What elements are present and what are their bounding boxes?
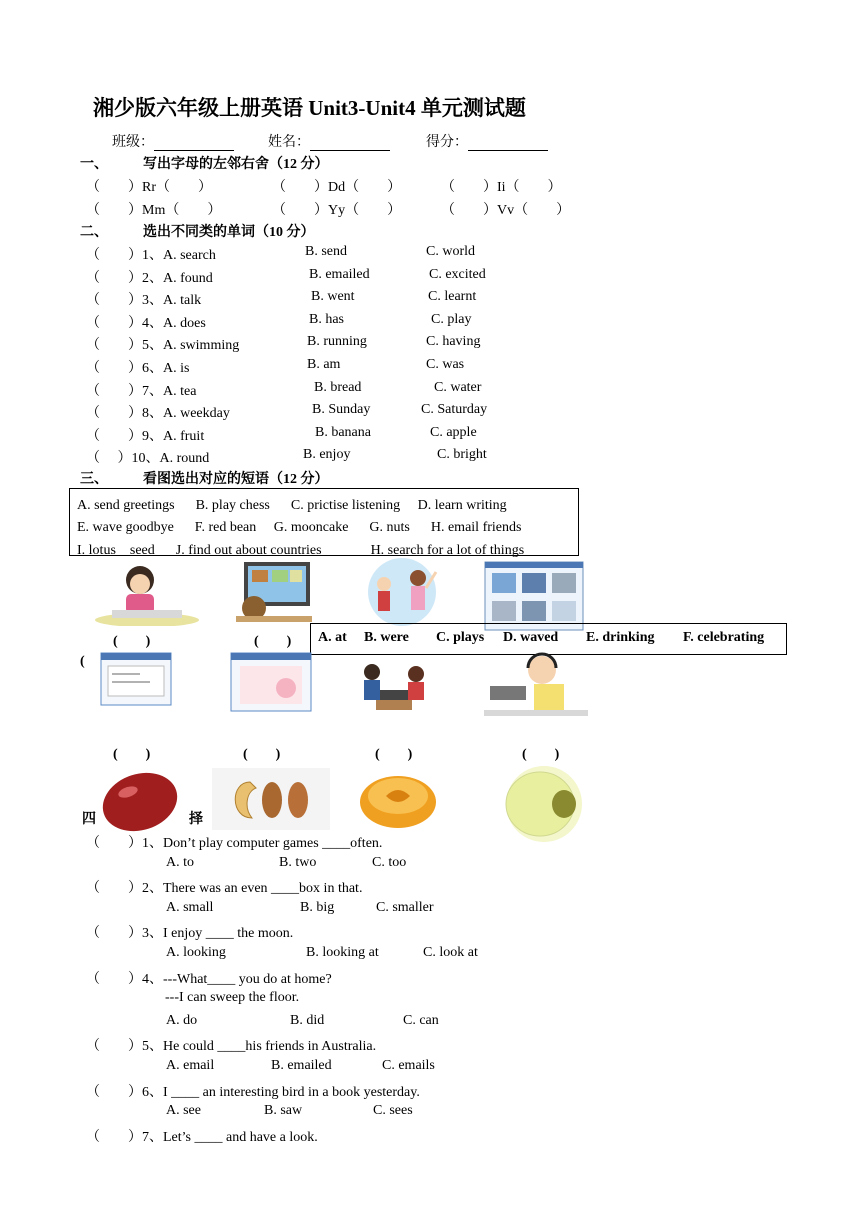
phrase-line-3: I. lotus seed J. find out about countries H. search for a lot of things xyxy=(77,543,525,558)
s2-item-5-c: C. having xyxy=(426,334,481,350)
word-bank-e: E. drinking xyxy=(586,630,655,645)
s4-q6-option-c[interactable]: C. sees xyxy=(373,1103,413,1119)
s2-item-3-c: C. learnt xyxy=(428,289,477,305)
s4-q2-option-c[interactable]: C. smaller xyxy=(376,899,434,915)
word-bank-b: B. were xyxy=(364,630,409,645)
s4-q5-option-a[interactable]: A. email xyxy=(166,1058,215,1073)
s4-q4-option-c[interactable]: C. can xyxy=(403,1012,439,1028)
s2-item-3-b: B. went xyxy=(311,289,355,305)
s1-title: 写出字母的左邻右舍（12 分） xyxy=(143,157,329,172)
name-field xyxy=(268,131,390,151)
class-blank[interactable] xyxy=(154,136,234,151)
s1-r1-c1: （ ）Rr（ ） xyxy=(86,180,212,195)
s2-item-9-b: B. banana xyxy=(315,424,371,440)
answer-paren-4[interactable]: ( ) xyxy=(243,747,281,762)
s4-q6-option-a[interactable]: A. see xyxy=(166,1103,201,1119)
s2-item-1-b: B. send xyxy=(305,244,347,259)
s2-item-3-n: （ ）3、A. talk xyxy=(86,293,202,309)
red-bean-picture xyxy=(98,770,182,834)
page-title: 湘少版六年级上册英语 Unit3-Unit4 单元测试题 xyxy=(93,96,526,120)
girl-writing-picture xyxy=(92,560,202,626)
s2-item-1-n: （ ）1、A. search xyxy=(86,248,216,263)
s3-title: 看图选出对应的短语（12 分） xyxy=(143,472,329,487)
practise-listening-picture xyxy=(484,646,588,722)
word-bank-f: F. celebrating xyxy=(683,630,765,645)
nuts-picture xyxy=(212,768,330,830)
s2-item-5-b: B. running xyxy=(307,334,367,350)
answer-paren-3[interactable]: ( ) xyxy=(113,747,151,762)
s4-q1-option-a[interactable]: A. to xyxy=(166,854,194,870)
s4-q5-option-b[interactable]: B. emailed xyxy=(271,1058,332,1073)
s2-item-4-c: C. play xyxy=(431,311,472,327)
s2-item-2-c: C. excited xyxy=(429,266,486,282)
answer-paren-5[interactable]: ( ) xyxy=(375,747,413,762)
greeting-card-picture xyxy=(230,652,312,712)
s2-item-8-n: （ ）8、A. weekday xyxy=(86,406,230,422)
s4-q1-option-b[interactable]: B. two xyxy=(279,854,317,870)
phrase-line-1: A. send greetings B. play chess C. prictise listening D. learn writing xyxy=(77,498,507,513)
class-field xyxy=(112,131,234,151)
s2-item-10-n: （ ）10、A. round xyxy=(86,451,210,467)
s2-item-7-n: （ ）7、A. tea xyxy=(86,383,197,399)
s4-q3-option-a[interactable]: A. looking xyxy=(166,945,226,960)
s4-q4-option-b[interactable]: B. did xyxy=(290,1012,325,1028)
name-label: 姓名： xyxy=(268,135,310,150)
class-label: 班级： xyxy=(112,135,154,150)
s2-title: 选出不同类的单词（10 分） xyxy=(143,225,315,240)
name-blank[interactable] xyxy=(310,136,390,151)
s2-item-7-c: C. water xyxy=(434,379,482,395)
boy-computer-picture xyxy=(226,560,314,624)
word-bank-c: C. plays xyxy=(436,630,485,645)
s2-item-6-c: C. was xyxy=(426,357,465,372)
score-blank[interactable] xyxy=(468,136,548,151)
s1-r1-c2: （ ）Dd（ ） xyxy=(272,180,402,195)
s2-item-2-b: B. emailed xyxy=(309,266,370,282)
s4-question-6: （ ）6、I ____ an interesting bird in a book yesterday. xyxy=(86,1084,420,1100)
s2-item-7-b: B. bread xyxy=(314,379,362,395)
s2-item-8-c: C. Saturday xyxy=(421,402,488,418)
s2-item-8-b: B. Sunday xyxy=(312,402,371,418)
s4-q5-option-c[interactable]: C. emails xyxy=(382,1058,435,1073)
s4-q2-option-b[interactable]: B. big xyxy=(300,899,335,915)
s2-item-1-c: C. world xyxy=(426,244,475,259)
s4-num: 四 xyxy=(82,812,96,827)
s4-q1-option-c[interactable]: C. too xyxy=(372,854,407,870)
word-bank-d: D. waved xyxy=(503,630,559,645)
s1-r2-c2: （ ）Yy（ ） xyxy=(272,203,402,218)
mooncake-picture xyxy=(356,766,440,830)
s4-q2-option-a[interactable]: A. small xyxy=(166,899,214,915)
s4-question-4-answer: ---I can sweep the floor. xyxy=(165,990,300,1006)
s2-item-9-n: （ ）9、A. fruit xyxy=(86,428,205,444)
s1-r1-c3: （ ）Ii（ ） xyxy=(441,180,562,195)
s4-q3-option-c[interactable]: C. look at xyxy=(423,945,478,960)
s4-q6-option-b[interactable]: B. saw xyxy=(264,1103,303,1119)
s2-item-2-n: （ ）2、A. found xyxy=(86,270,213,286)
s1-num: 一、 xyxy=(80,157,108,172)
s2-item-6-n: （ ）6、A. is xyxy=(86,361,190,376)
s4-question-2: （ ）2、There was an even ____box in that. xyxy=(86,881,363,897)
s2-item-5-n: （ ）5、A. swimming xyxy=(86,338,240,354)
s3-num: 三、 xyxy=(80,472,108,487)
s2-item-9-c: C. apple xyxy=(430,424,477,440)
s4-question-5: （ ）5、He could ____his friends in Australia. xyxy=(86,1039,377,1055)
play-chess-picture xyxy=(354,656,434,712)
answer-paren-6[interactable]: ( ) xyxy=(522,747,560,762)
score-field xyxy=(426,131,548,151)
wave-goodbye-picture xyxy=(356,556,448,626)
s4-question-3: （ ）3、I enjoy ____ the moon. xyxy=(86,926,294,942)
s2-item-10-c: C. bright xyxy=(437,447,487,463)
s4-partial-title: 择 xyxy=(189,812,203,827)
s2-item-4-n: （ ）4、A. does xyxy=(86,315,206,331)
s4-question-4: （ ）4、---What____ you do at home? xyxy=(86,971,332,987)
s1-r2-c1: （ ）Mm（ ） xyxy=(86,203,222,218)
email-window-picture xyxy=(100,652,172,706)
phrase-line-2: E. wave goodbye F. red bean G. mooncake G. nuts H. email friends xyxy=(77,520,522,535)
s1-r2-c3: （ ）Vv（ ） xyxy=(441,203,571,218)
score-label: 得分： xyxy=(426,135,468,150)
s4-question-7: （ ）7、Let’s ____ and have a look. xyxy=(86,1129,318,1145)
lotus-seed-picture xyxy=(500,764,590,844)
s2-num: 二、 xyxy=(80,225,108,240)
answer-paren-2[interactable]: ( ) xyxy=(254,634,292,649)
s4-q4-option-a[interactable]: A. do xyxy=(166,1012,198,1028)
answer-paren-1[interactable]: ( ) xyxy=(113,634,151,649)
s2-item-4-b: B. has xyxy=(309,311,344,327)
countries-photos-picture xyxy=(484,561,584,631)
word-bank-a: A. at xyxy=(318,630,347,645)
s4-q3-option-b[interactable]: B. looking at xyxy=(306,945,379,960)
stray-paren: ( xyxy=(80,654,85,669)
s4-question-1: （ ）1、Don’t play computer games ____often. xyxy=(86,836,383,851)
s2-item-6-b: B. am xyxy=(307,357,341,372)
s2-item-10-b: B. enjoy xyxy=(303,447,351,463)
